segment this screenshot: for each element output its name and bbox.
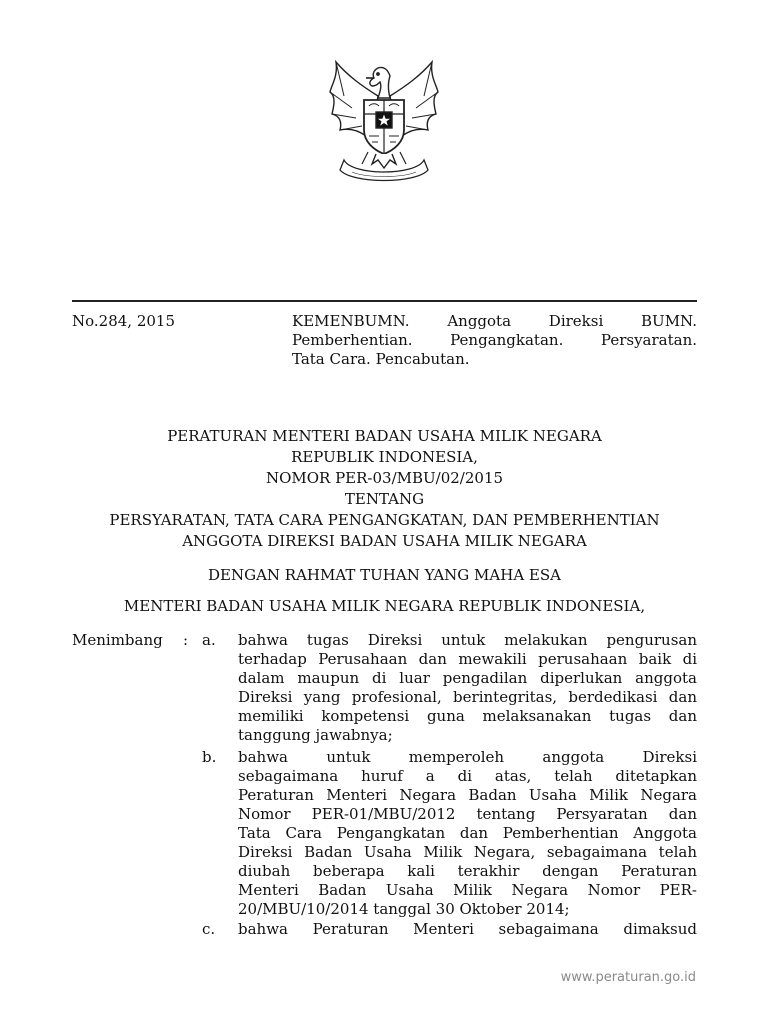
considering-item-a [238,631,697,745]
title-line: TENTANG [344,490,425,508]
document-summary [292,312,697,369]
item-line: Nomor PER-01/MBU/2012 tentang Persyaratan dan [238,805,697,823]
header-divider [72,300,697,302]
item-letter: b. [202,748,217,766]
title-line: PERATURAN MENTERI BADAN USAHA MILIK NEGARA [167,427,602,445]
item-line: dalam maupun di luar pengadilan diperlukan anggota [238,669,697,687]
considering-item-c [238,920,697,939]
item-line: Direksi yang profesional, berintegritas, berdedikasi dan [238,688,697,706]
item-line: tanggung jawabnya; [238,726,393,744]
item-line: bahwa tugas Direksi untuk melakukan pengurusan [238,631,697,649]
document-number: No.284, 2015 [72,312,176,330]
considering-colon: : [183,631,189,649]
item-line: bahwa Peraturan Menteri sebagaimana dimaksud [238,920,697,938]
considering-item-b [238,748,697,919]
item-line: bahwa untuk memperoleh anggota Direksi [238,748,697,766]
title-line: ANGGOTA DIREKSI BADAN USAHA MILIK NEGARA [182,532,587,550]
footer-url-link[interactable]: www.peraturan.go.id [560,970,696,985]
title-line: REPUBLIK INDONESIA, [291,448,478,466]
item-letter: a. [202,631,216,649]
title-line: PERSYARATAN, TATA CARA PENGANGKATAN, DAN PEMBERHENTIAN [109,511,660,529]
authority: MENTERI BADAN USAHA MILIK NEGARA REPUBLIK INDONESIA, [123,597,646,615]
item-line: terhadap Perusahaan dan mewakili perusahaan baik di [238,650,697,668]
considering-label: Menimbang [72,631,163,649]
item-line: Direksi Badan Usaha Milik Negara, sebagaimana telah [238,843,697,861]
item-line: diubah beberapa kali terakhir dengan Peraturan [238,862,697,880]
garuda-emblem-icon [322,56,446,184]
summary-line: KEMENBUMN. Anggota Direksi BUMN. [292,312,697,330]
regulation-title [72,426,697,552]
item-line: 20/MBU/10/2014 tanggal 30 Oktober 2014; [238,900,570,918]
item-letter: c. [202,920,216,938]
item-line: Tata Cara Pengangkatan dan Pemberhentian Anggota [238,824,697,842]
summary-line: Tata Cara. Pencabutan. [292,350,470,368]
item-line: sebagaimana huruf a di atas, telah ditetapkan [238,767,697,785]
item-line: Menteri Badan Usaha Milik Negara Nomor PER- [238,881,697,899]
item-line: memiliki kompetensi guna melaksanakan tugas dan [238,707,697,725]
title-line: NOMOR PER-03/MBU/02/2015 [265,469,504,487]
invocation: DENGAN RAHMAT TUHAN YANG MAHA ESA [208,566,561,584]
summary-line: Pemberhentian. Pengangkatan. Persyaratan. [292,331,697,349]
item-line: Peraturan Menteri Negara Badan Usaha Milik Negara [238,786,697,804]
